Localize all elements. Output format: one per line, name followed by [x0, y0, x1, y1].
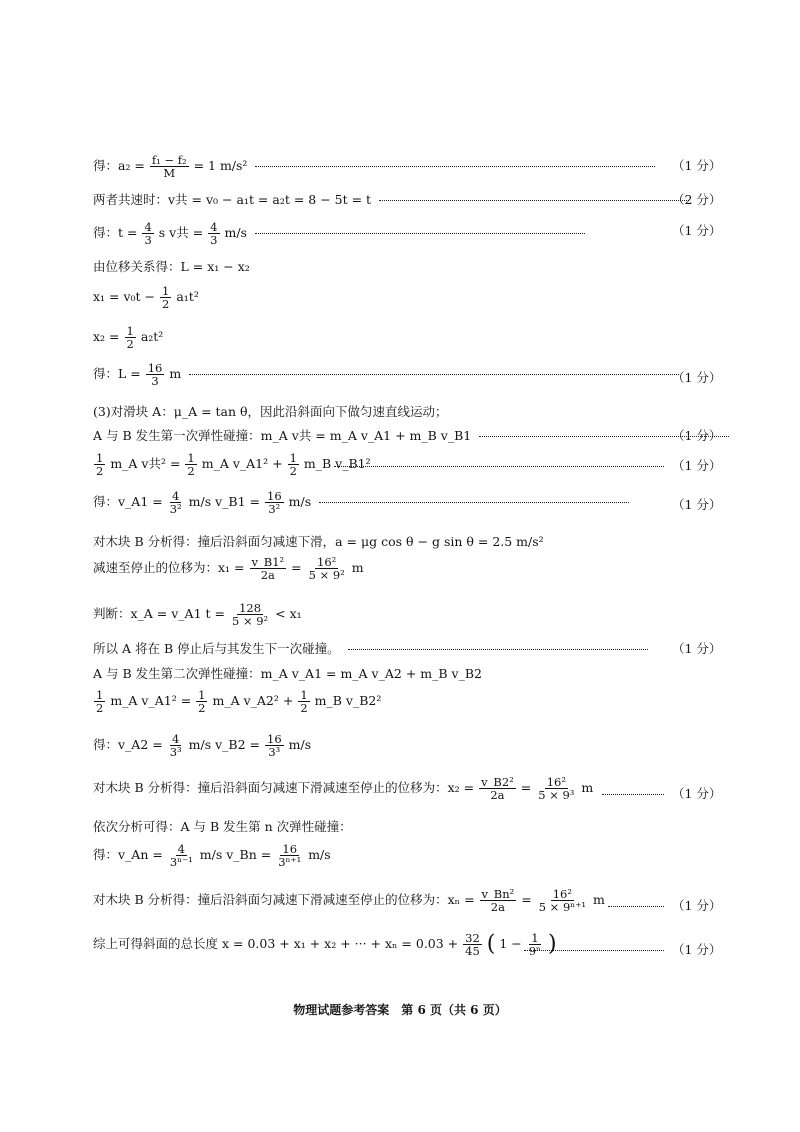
denominator: 3²	[268, 502, 281, 516]
numerator: 16	[267, 732, 282, 746]
fraction	[536, 776, 576, 801]
fraction	[537, 888, 588, 913]
denominator: 2	[300, 701, 308, 715]
eq-text: m	[169, 366, 182, 381]
numerator: 128	[239, 601, 262, 615]
denominator: 3³	[169, 745, 182, 759]
fraction	[208, 221, 219, 246]
dot-leader	[255, 166, 655, 167]
score-label: （1 分）	[672, 428, 722, 443]
eq-stop-distance-2	[93, 776, 593, 801]
eq-text: 两者共速时：v共 = v₀ − a₁t = a₂t = 8 − 5t = t	[93, 192, 372, 207]
dot-leader	[319, 502, 629, 503]
eq-text: m/s	[288, 494, 312, 509]
eq-stop-distance-1	[93, 556, 364, 581]
fraction	[94, 452, 105, 477]
score-label: （1 分）	[672, 641, 722, 656]
dot-leader	[602, 794, 664, 795]
eq-text: 得：L =	[93, 366, 141, 381]
numerator: 4	[172, 732, 180, 746]
numerator: 4	[210, 220, 218, 234]
eq-text: m_A v共² =	[110, 456, 181, 471]
eq-deceleration: 对木块 B 分析得：撞后沿斜面匀减速下滑，a = μg cos θ − g sin θ = 2.5 m/s²	[93, 534, 544, 549]
eq-text: a₁t²	[176, 289, 199, 304]
numerator: 1	[126, 324, 134, 338]
leader-wrap	[520, 942, 670, 958]
numerator: 4	[172, 489, 180, 503]
fraction	[94, 689, 105, 714]
eq-displacement-relation: 由位移关系得：L = x₁ − x₂	[93, 259, 250, 274]
numerator: 16²	[546, 775, 566, 789]
numerator: 1	[531, 931, 539, 945]
dot-leader	[348, 649, 648, 650]
numerator: 1	[162, 284, 170, 298]
eq-judgement	[93, 602, 302, 627]
eq-text: 综上可得斜面的总长度 x = 0.03 + x₁ + x₂ + ··· + xₙ = 0.03 +	[93, 936, 459, 951]
denominator: 2	[187, 464, 195, 478]
fraction	[307, 556, 347, 581]
dot-leader	[255, 233, 585, 234]
eq-text: 对木块 B 分析得：撞后沿斜面匀减速下滑减速至停止的位移为：xₙ =	[93, 892, 475, 907]
denominator: 2a	[490, 900, 505, 914]
fraction	[276, 843, 303, 868]
denominator: 2	[96, 464, 104, 478]
eq-common-velocity	[93, 192, 695, 208]
denominator: 3²	[169, 502, 182, 516]
part3-heading: (3)对滑块 A：μ_A = tan θ，因此沿斜面向下做匀速直线运动；	[93, 404, 448, 419]
denominator: 3	[210, 233, 218, 247]
eq-text: =	[520, 780, 532, 795]
denominator: 5 × 9ⁿ⁺¹	[538, 900, 586, 914]
score-label: （1 分）	[672, 458, 722, 473]
denominator: 45	[465, 944, 480, 958]
score-label: （1 分）	[672, 497, 722, 512]
eq-text: 得：a₂ =	[93, 158, 145, 173]
eq-text: 得：v_A2 =	[93, 737, 163, 752]
fraction	[298, 689, 309, 714]
eq-text: 对木块 B 分析得：撞后沿斜面匀减速下滑减速至停止的位移为：x₂ =	[93, 780, 475, 795]
numerator: 1	[300, 688, 308, 702]
eq-x2	[93, 325, 163, 350]
fraction	[196, 689, 207, 714]
eq-text: m/s	[308, 847, 331, 862]
eq-text: x₁ = v₀t −	[93, 289, 156, 304]
fraction	[168, 843, 195, 868]
denominator: 5 × 9²	[308, 568, 345, 582]
eq-text: a₂t²	[140, 329, 164, 344]
numerator: 16²	[317, 555, 337, 569]
fraction	[250, 556, 287, 581]
score-label: （1 分）	[672, 158, 722, 173]
denominator: 2	[126, 337, 134, 351]
numerator: 16	[282, 842, 298, 856]
denominator: 2	[162, 297, 170, 311]
fraction	[146, 362, 165, 387]
denominator: 2	[198, 701, 206, 715]
numerator: 16	[147, 361, 163, 375]
score-label: （1 分）	[672, 223, 722, 238]
numerator: v_B1²	[251, 555, 285, 569]
denominator: 3ⁿ⁻¹	[169, 855, 193, 869]
next-collision-note	[93, 641, 654, 657]
denominator: 5 × 9²	[231, 614, 269, 628]
denominator: 3	[151, 374, 159, 388]
eq-text: m/s v_B1 =	[188, 494, 261, 509]
eq-velocities-1	[93, 490, 635, 515]
numerator: 4	[177, 842, 185, 856]
denominator: 3	[144, 233, 152, 247]
open-paren: (	[486, 931, 496, 957]
score-label: （1 分）	[672, 786, 722, 801]
eq-text: x₂ =	[93, 329, 120, 344]
eq-length	[93, 362, 685, 387]
fraction	[160, 285, 171, 310]
eq-text: =	[521, 892, 532, 907]
numerator: 32	[465, 931, 480, 945]
denominator: 2	[96, 701, 104, 715]
eq-text: m_A v_A2² +	[212, 693, 294, 708]
eq-a2	[93, 154, 661, 179]
fraction	[168, 733, 184, 758]
numerator: 16²	[552, 887, 572, 901]
fraction	[265, 733, 284, 758]
eq-text: m/s v_Bn =	[199, 847, 272, 862]
numerator: 4	[144, 220, 152, 234]
eq-stop-distance-n	[93, 888, 605, 913]
eq-text: 得：t =	[93, 225, 138, 240]
eq-text: < x₁	[275, 606, 302, 621]
eq-text: m	[592, 892, 605, 907]
eq-nth-collision: 依次分析可得：A 与 B 发生第 n 次弹性碰撞：	[93, 819, 352, 834]
numerator: 1	[289, 451, 297, 465]
fraction	[230, 602, 270, 627]
denominator: M	[163, 166, 176, 180]
eq-text: 判断：x_A = v_A1 t =	[93, 606, 225, 621]
eq-text: m	[581, 780, 594, 795]
eq-text: m	[351, 560, 364, 575]
eq-text: m/s	[288, 737, 312, 752]
score-label: （1 分）	[672, 370, 722, 385]
eq-text: 1 −	[499, 936, 522, 951]
dot-leader	[524, 950, 664, 951]
fraction	[150, 154, 189, 179]
fraction	[185, 452, 196, 477]
leader-wrap	[604, 898, 670, 914]
leader-wrap	[330, 458, 670, 474]
eq-text: 得：v_A1 =	[93, 494, 163, 509]
eq-first-collision	[93, 428, 735, 444]
numerator: f₁ − f₂	[151, 153, 187, 167]
score-label: （2 分）	[672, 192, 722, 207]
eq-velocities-2	[93, 733, 311, 758]
fraction	[265, 490, 284, 515]
dot-leader	[379, 200, 689, 201]
eq-velocities-n	[93, 843, 331, 868]
eq-x1	[93, 285, 199, 310]
numerator: 1	[198, 688, 206, 702]
eq-text: = 1 m/s²	[193, 158, 248, 173]
fraction	[125, 325, 136, 350]
denominator: 2a	[260, 568, 275, 582]
close-paren: )	[548, 931, 557, 957]
eq-text: A 与 B 发生第一次弹性碰撞：m_A v共 = m_A v_A1 + m_B v_B1	[93, 428, 472, 443]
dot-leader	[334, 466, 664, 467]
eq-total-length	[93, 932, 557, 957]
fraction	[168, 490, 184, 515]
leader-wrap	[598, 786, 670, 802]
eq-text: m_B v_B2²	[314, 693, 382, 708]
eq-second-collision: A 与 B 发生第二次弹性碰撞：m_A v_A1 = m_A v_A2 + m_B v_B2	[93, 666, 482, 681]
eq-text: 所以 A 将在 B 停止后与其发生下一次碰撞。	[93, 641, 340, 656]
eq-text: 减速至停止的位移为：x₁ =	[93, 560, 245, 575]
eq-energy-2	[93, 689, 381, 714]
eq-time	[93, 221, 591, 246]
denominator: 3³	[268, 745, 281, 759]
denominator: 5 × 9³	[538, 788, 575, 802]
eq-text: =	[291, 560, 302, 575]
denominator: 3ⁿ⁺¹	[278, 855, 302, 869]
eq-energy-1	[93, 452, 371, 477]
fraction	[463, 932, 482, 957]
eq-text: m/s	[224, 225, 247, 240]
fraction	[142, 221, 153, 246]
numerator: v_B2²	[481, 775, 514, 789]
fraction	[480, 888, 517, 913]
eq-text: m_A v_A1² =	[110, 693, 192, 708]
eq-text: 得：v_An =	[93, 847, 163, 862]
denominator: 9ⁿ	[528, 944, 542, 958]
eq-text: m_B v_B1²	[303, 456, 371, 471]
numerator: v_Bn²	[481, 887, 515, 901]
fraction	[479, 776, 516, 801]
dot-leader	[608, 906, 664, 907]
dot-leader	[189, 374, 679, 375]
denominator: 2a	[490, 788, 505, 802]
eq-text: s v共 =	[158, 225, 204, 240]
numerator: 1	[96, 688, 104, 702]
score-label: （1 分）	[672, 898, 722, 913]
page-footer: 物理试题参考答案 第 6 页（共 6 页）	[293, 1003, 507, 1017]
eq-text: m/s v_B2 =	[188, 737, 261, 752]
eq-text: m_A v_A1² +	[201, 456, 283, 471]
numerator: 16	[267, 489, 282, 503]
numerator: 1	[96, 451, 104, 465]
fraction	[288, 452, 299, 477]
numerator: 1	[187, 451, 195, 465]
score-label: （1 分）	[672, 942, 722, 957]
denominator: 2	[289, 464, 297, 478]
